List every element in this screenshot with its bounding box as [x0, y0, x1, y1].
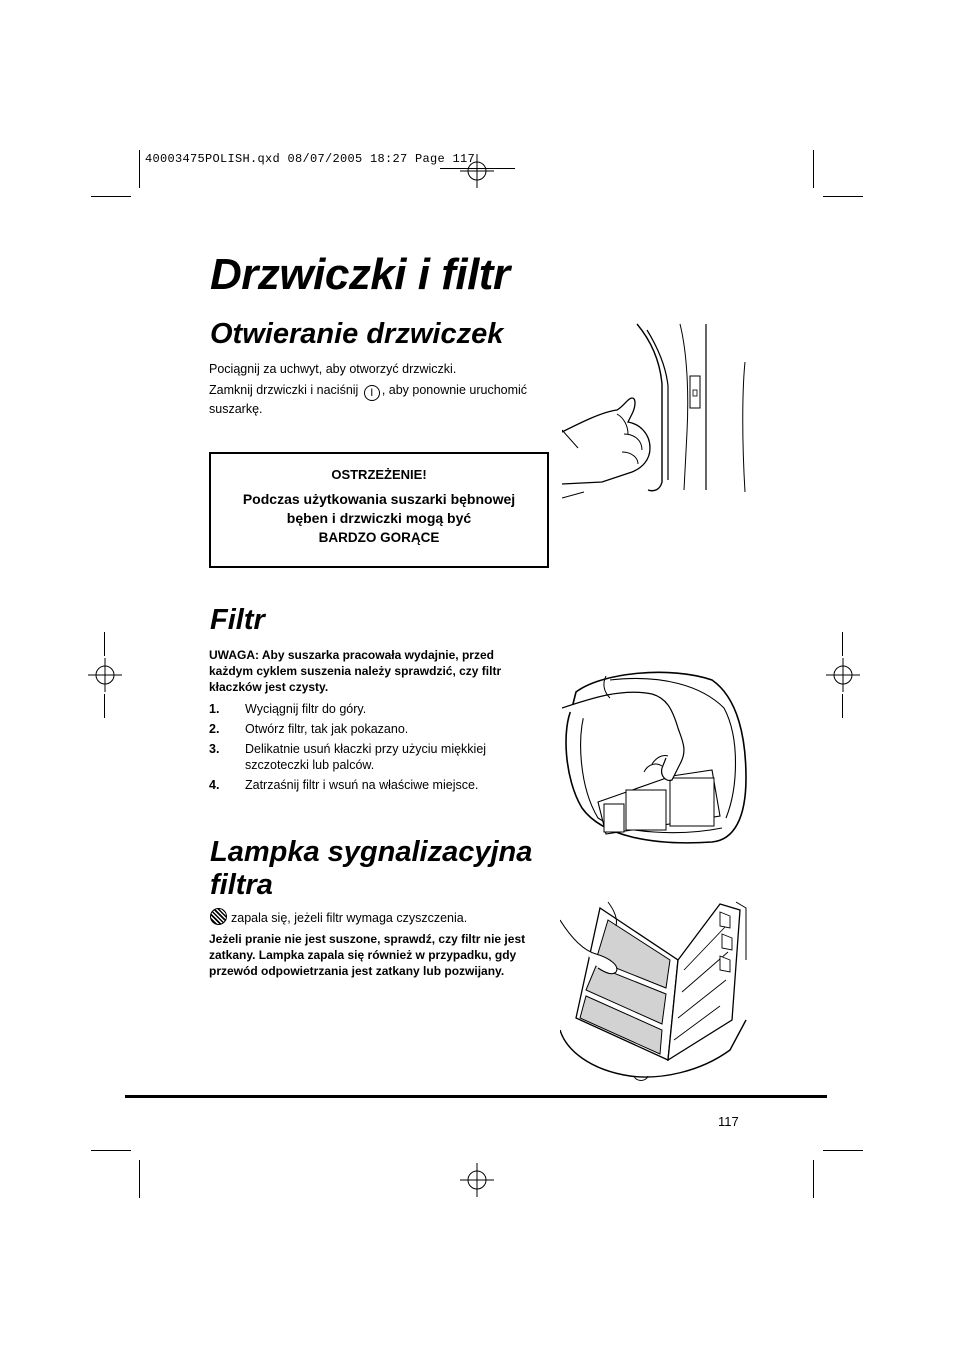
power-button-icon: I: [364, 385, 380, 401]
filter-lamp-icon: [210, 908, 227, 925]
page-title: Drzwiczki i filtr: [210, 250, 510, 299]
crop-mark: [813, 150, 814, 188]
warning-emphasis: BARDZO GORĄCE: [318, 530, 440, 545]
door-opening-illustration: [562, 322, 747, 504]
footer-rule: [125, 1095, 827, 1098]
printer-slug: 40003475POLISH.qxd 08/07/2005 18:27 Page 117: [145, 152, 476, 166]
step-number: 3.: [209, 742, 220, 756]
door-instruction-2-end: , aby ponownie uruchomić suszarkę.: [209, 383, 528, 416]
open-filter-illustration: [560, 900, 748, 1084]
registration-mark-icon: [460, 154, 494, 188]
crop-mark: [813, 1160, 814, 1198]
list-item: [209, 741, 539, 773]
warning-text: Podczas użytkowania suszarki bębnowej bęben i drzwiczki mogą być: [242, 491, 516, 526]
page-number: 117: [718, 1114, 739, 1129]
list-item: [209, 721, 539, 737]
section-heading-filter: Filtr: [210, 604, 265, 636]
crop-mark: [91, 196, 131, 197]
crop-mark: [823, 1150, 863, 1151]
lamp-note: Jeżeli pranie nie jest suszone, sprawdź, czy filtr nie jest zatkany. Lampka zapala się również w przypadku, gdy przewód odpowietrzania jest zatkany lub pozwijany.: [209, 932, 526, 978]
registration-mark-icon: [826, 658, 860, 692]
filter-steps-list: [209, 701, 539, 797]
section-heading-door: Otwieranie drzwiczek: [210, 318, 504, 350]
step-number: 2.: [209, 722, 220, 736]
door-instruction-1: Pociągnij za uchwyt, aby otworzyć drzwiczki.: [209, 362, 457, 376]
step-text: Otwórz filtr, tak jak pokazano.: [245, 722, 409, 736]
warning-title: OSTRZEŻENIE!: [331, 467, 427, 482]
crop-mark: [842, 694, 843, 718]
step-number: 1.: [209, 702, 220, 716]
registration-mark-icon: [460, 1163, 494, 1197]
crop-mark: [139, 1160, 140, 1198]
warning-box: [209, 452, 549, 568]
registration-mark-icon: [88, 658, 122, 692]
crop-mark: [91, 1150, 131, 1151]
door-instruction-2-start: Zamknij drzwiczki i naciśnij: [209, 383, 359, 397]
section-heading-lamp: Lampka sygnalizacyjna filtra: [210, 836, 533, 901]
crop-mark: [104, 694, 105, 718]
list-item: [209, 777, 539, 793]
list-item: [209, 701, 539, 717]
door-instruction-2: [209, 382, 544, 418]
crop-mark: [823, 196, 863, 197]
step-text: Delikatnie usuń kłaczki przy użyciu miękkiej szczoteczki lub palców.: [245, 742, 487, 772]
filter-note: UWAGA: Aby suszarka pracowała wydajnie, przed każdym cyklem suszenia należy sprawdzić, czy filtr kłaczków jest czysty.: [209, 648, 502, 694]
crop-mark: [842, 632, 843, 656]
crop-mark: [139, 150, 140, 188]
step-text: Wyciągnij filtr do góry.: [245, 702, 367, 716]
filter-removal-illustration: [562, 668, 748, 848]
lamp-instruction: zapala się, jeżeli filtr wymaga czyszczenia.: [231, 911, 468, 925]
step-text: Zatrzaśnij filtr i wsuń na właściwe miejsce.: [245, 778, 479, 792]
step-number: 4.: [209, 778, 220, 792]
crop-mark: [104, 632, 105, 656]
